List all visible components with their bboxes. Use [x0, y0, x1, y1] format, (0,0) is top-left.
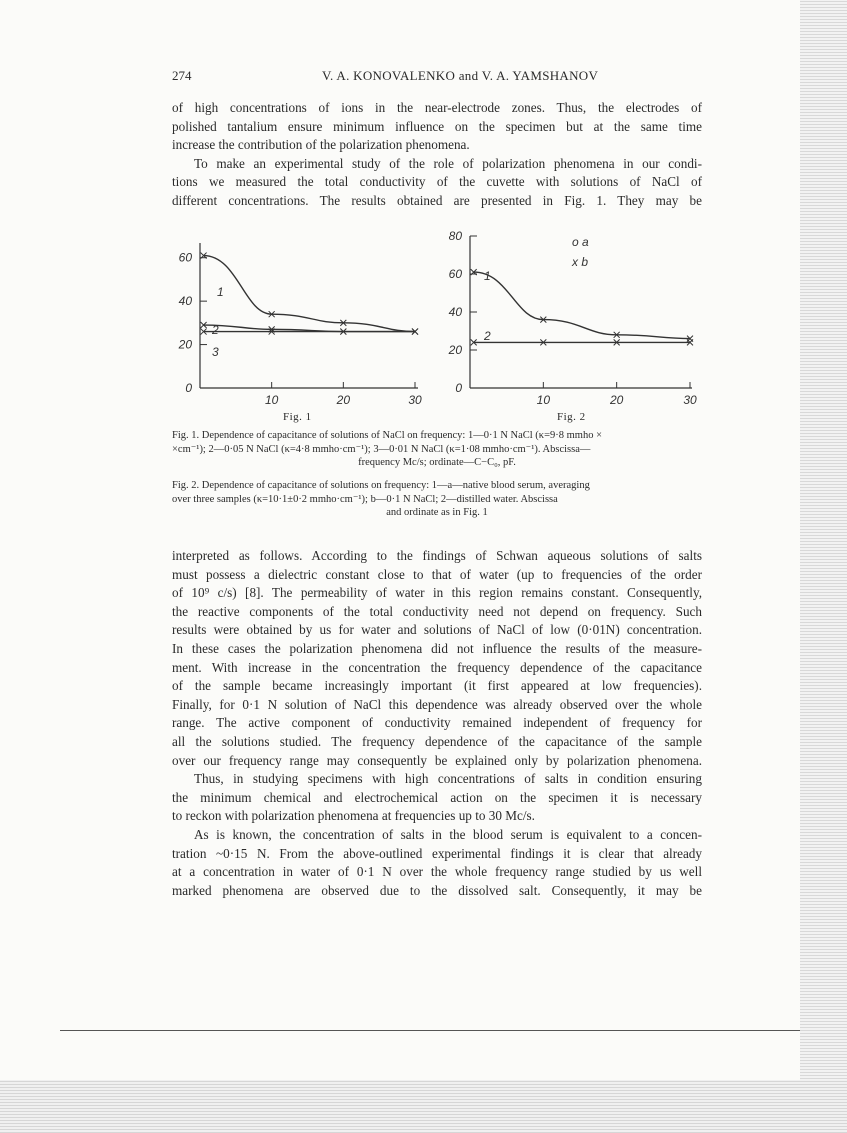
- curve-label-1: 1: [484, 269, 491, 283]
- text-line: the minimum chemical and electrochemical action on the specimen it is necessary: [172, 789, 702, 805]
- page-number: 274: [172, 68, 192, 83]
- text-line: the reactive components of the total conductivity need not depend on frequency. Such: [172, 603, 702, 619]
- text-line: must possess a dielectric constant close to that of water (up to frequencies of the order: [172, 566, 702, 582]
- curve-label-2: 2: [212, 323, 219, 337]
- y-tick-label: 0: [185, 381, 192, 395]
- legend-b: x b: [572, 255, 589, 269]
- figure-2-label: Fig. 2: [557, 411, 586, 423]
- text-line: results were obtained by us for water and solutions of NaCl of low (0·01N) concentration.: [172, 622, 702, 638]
- text-line: Thus, in studying specimens with high concentrations of salts in condition ensuring: [194, 771, 702, 787]
- scan-edge-bottom: [0, 1080, 847, 1133]
- text-line: to reckon with polarization phenomena at frequencies up to 30 Mc/s.: [172, 808, 535, 824]
- page-header: [172, 68, 702, 86]
- text-line: marked phenomena are observed due to the dissolved salt. Consequently, it may be: [172, 882, 702, 898]
- y-tick-label: 60: [448, 267, 462, 281]
- text-line: interpreted as follows. According to the findings of Schwan aqueous solutions of salts: [172, 548, 702, 563]
- text-line: over our frequency range may consequently be explained only by polarization phenomena.: [172, 752, 702, 768]
- x-tick-label: 30: [683, 393, 697, 407]
- y-tick-label: 40: [178, 294, 192, 309]
- text-line: In these cases the polarization phenomena did not influence the results of the measure-: [172, 640, 702, 656]
- text-line: tration ~0·15 N. From the above-outlined experimental findings it is clear that already: [172, 845, 702, 861]
- text-line: range. The active component of conductivity remained independent of frequency for: [172, 715, 702, 731]
- figure-1-label: Fig. 1: [283, 411, 312, 423]
- text-line: of the sample became increasingly important (it first appeared at low frequencies).: [172, 678, 702, 694]
- text-line: ment. With increase in the concentration the frequency dependence of the capacitance: [172, 659, 702, 675]
- y-tick-label: 20: [178, 337, 192, 352]
- x-tick-label: 10: [264, 393, 279, 407]
- curve-label-2: 2: [484, 329, 491, 343]
- caption-line: Fig. 2. Dependence of capacitance of solutions on frequency: 1—a—native blood serum, averaging: [172, 480, 590, 491]
- figure-2-chart: [440, 228, 710, 408]
- body-paragraph: [172, 547, 702, 900]
- y-tick-label: 80: [448, 229, 462, 243]
- scan-edge-right: [800, 0, 847, 1133]
- text-line: Finally, for 0·1 N solution of NaCl this dependence was already observed over the whole: [172, 696, 702, 712]
- caption-line: ×cm⁻¹); 2—0·05 N NaCl (κ=4·8 mmho·cm⁻¹); 3—0·01 N NaCl (κ=1·08 mmho·cm⁻¹). Abscissa—: [172, 443, 591, 455]
- series-line-1: [204, 256, 415, 332]
- series-line-2: [204, 325, 415, 332]
- legend-a: o a: [572, 235, 589, 249]
- text-line: different concentrations. The results obtained are presented in Fig. 1. They may be: [172, 192, 702, 208]
- curve-label-3: 3: [212, 345, 219, 359]
- caption-line: over three samples (κ=10·1±0·2 mmho·cm⁻¹); b—0·1 N NaCl; 2—distilled water. Abscissa: [172, 493, 558, 505]
- y-tick-label: 0: [455, 381, 462, 395]
- intro-paragraph: [172, 99, 702, 211]
- text-line: all the solutions studied. The frequency dependence of the capacitance of the sample: [172, 733, 702, 749]
- text-line: of 10⁹ c/s) [8]. The permeability of water in this region remains constant. Consequently,: [172, 585, 702, 601]
- text-line: of high concentrations of ions in the near-electrode zones. Thus, the electrodes of: [172, 100, 702, 115]
- bottom-rule: [60, 1030, 800, 1031]
- text-line: As is known, the concentration of salts in the blood serum is equivalent to a concen-: [194, 826, 702, 842]
- caption-line: Fig. 1. Dependence of capacitance of solutions of NaCl on frequency: 1—0·1 N NaCl (κ=9·8 mmho ×: [172, 430, 603, 441]
- running-head: V. A. KONOVALENKO and V. A. YAMSHANOV: [322, 68, 599, 83]
- x-tick-label: 30: [408, 393, 422, 407]
- series-line-1: [474, 272, 690, 339]
- curve-label-1: 1: [217, 285, 224, 299]
- text-line: polished tantalium ensure minimum influence on the specimen but at the same time: [172, 118, 702, 134]
- caption-line: and ordinate as in Fig. 1: [386, 507, 488, 519]
- text-line: tions we measured the total conductivity of the cuvette with solutions of NaCl of: [172, 174, 702, 190]
- figure-1-caption: [172, 429, 702, 470]
- text-line: at a concentration in water of 0·1 N over the whole frequency range studied by us well: [172, 864, 702, 880]
- text-line: To make an experimental study of the role of polarization phenomena in our condi-: [194, 155, 702, 171]
- y-tick-label: 60: [178, 250, 192, 265]
- y-tick-label: 40: [448, 305, 462, 319]
- text-line: increase the contribution of the polarization phenomena.: [172, 137, 470, 153]
- figure-2-caption: [172, 479, 702, 520]
- x-tick-label: 20: [609, 393, 624, 407]
- figure-1-chart: [160, 228, 430, 408]
- x-tick-label: 10: [536, 393, 551, 407]
- y-tick-label: 20: [448, 343, 462, 357]
- caption-line: frequency Mc/s; ordinate—C−C₀, pF.: [358, 457, 516, 469]
- x-tick-label: 20: [336, 393, 351, 407]
